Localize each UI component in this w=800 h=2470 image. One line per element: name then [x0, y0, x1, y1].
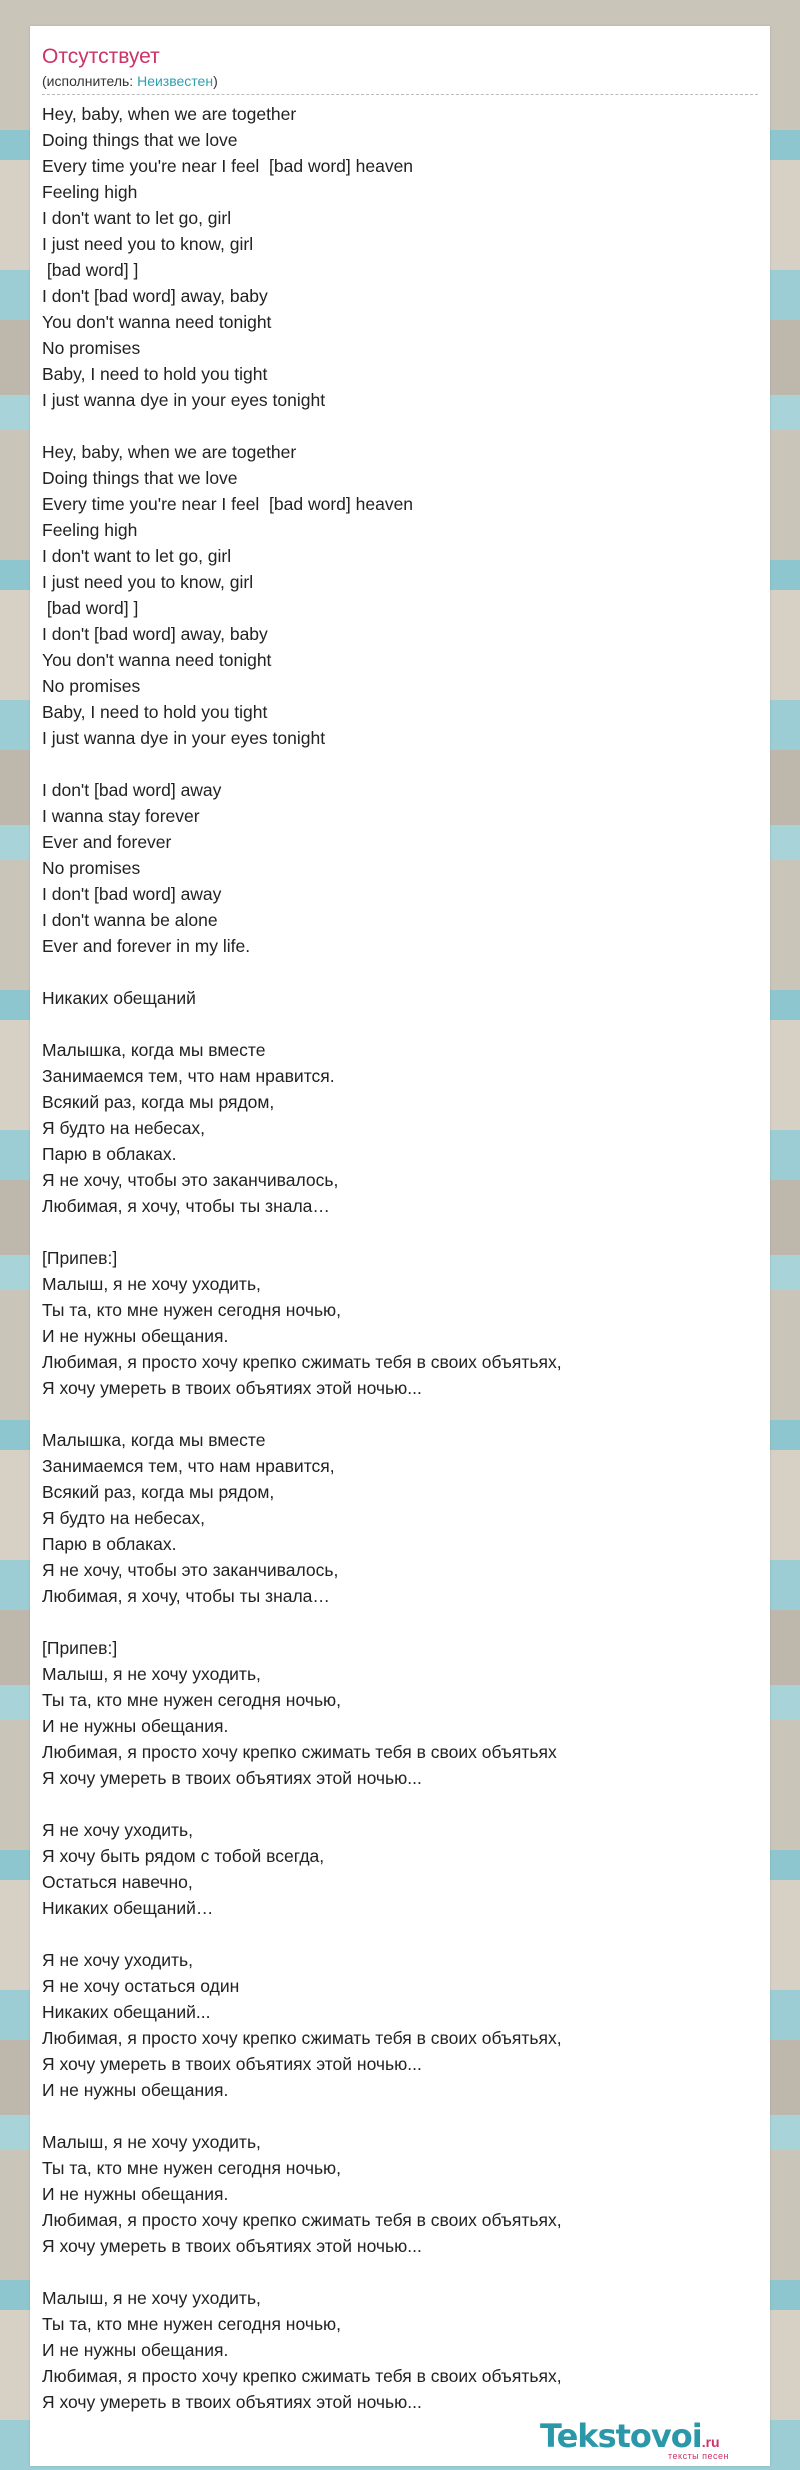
artist-line: [42, 72, 758, 90]
lyric-line: Я не хочу остаться один: [42, 1976, 240, 1996]
lyric-line: Я хочу умереть в твоих объятиях этой ночью...: [42, 2236, 422, 2256]
lyric-line: Я хочу умереть в твоих объятиях этой ночью...: [42, 2054, 422, 2074]
lyric-line: I don't want to let go, girl: [42, 208, 232, 228]
lyric-line: Я будто на небесах,: [42, 1118, 206, 1138]
artist-prefix: (исполнитель:: [42, 73, 138, 89]
lyric-line: I don't want to let go, girl: [42, 546, 232, 566]
lyric-line: Every time you're near I feel [bad word] heaven: [42, 156, 414, 176]
lyric-line: [bad word] ]: [42, 598, 139, 618]
lyric-line: И не нужны обещания.: [42, 1326, 229, 1346]
lyric-line: Всякий раз, когда мы рядом,: [42, 1482, 275, 1502]
lyric-line: Занимаемся тем, что нам нравится,: [42, 1456, 335, 1476]
lyric-line: I don't [bad word] away: [42, 884, 222, 904]
lyric-line: Я не хочу уходить,: [42, 1950, 194, 1970]
lyric-line: И не нужны обещания.: [42, 2080, 229, 2100]
lyric-line: [Припев:]: [42, 1248, 118, 1268]
lyric-line: Baby, I need to hold you tight: [42, 364, 268, 384]
lyrics-text: [30, 95, 770, 2415]
lyric-line: Hey, baby, when we are together: [42, 104, 297, 124]
lyric-line: Парю в облаках.: [42, 1534, 177, 1554]
lyric-line: Я хочу умереть в твоих объятиях этой ночью...: [42, 1378, 422, 1398]
lyric-line: I just need you to know, girl: [42, 572, 254, 592]
lyric-blank-line: [42, 1011, 758, 1037]
lyric-blank-line: [42, 1791, 758, 1817]
lyric-line: Занимаемся тем, что нам нравится.: [42, 1066, 335, 1086]
lyric-line: И не нужны обещания.: [42, 1716, 229, 1736]
song-header: [30, 26, 770, 90]
lyric-line: No promises: [42, 676, 141, 696]
lyric-line: I don't [bad word] away, baby: [42, 286, 268, 306]
lyric-line: И не нужны обещания.: [42, 2340, 229, 2360]
lyric-line: Feeling high: [42, 182, 138, 202]
lyric-line: No promises: [42, 858, 141, 878]
lyric-blank-line: [42, 2103, 758, 2129]
lyric-line: [Припев:]: [42, 1638, 118, 1658]
logo-tagline: тексты песен: [668, 2451, 730, 2461]
lyric-line: Малышка, когда мы вместе: [42, 1040, 266, 1060]
lyric-blank-line: [42, 413, 758, 439]
lyric-line: Парю в облаках.: [42, 1144, 177, 1164]
logo-tld: .ru: [701, 2434, 720, 2450]
lyric-line: Всякий раз, когда мы рядом,: [42, 1092, 275, 1112]
lyric-line: Малыш, я не хочу уходить,: [42, 1664, 261, 1684]
lyric-line: Остаться навечно,: [42, 1872, 193, 1892]
lyric-line: You don't wanna need tonight: [42, 312, 272, 332]
lyric-line: I don't [bad word] away, baby: [42, 624, 268, 644]
song-title: Отсутствует: [42, 45, 160, 68]
lyric-line: I just wanna dye in your eyes tonight: [42, 728, 326, 748]
lyric-blank-line: [42, 2259, 758, 2285]
lyric-blank-line: [42, 1609, 758, 1635]
lyric-line: Doing things that we love: [42, 468, 238, 488]
lyric-line: Любимая, я хочу, чтобы ты знала…: [42, 1586, 330, 1606]
lyric-line: Ты та, кто мне нужен сегодня ночью,: [42, 1300, 342, 1320]
lyric-line: Hey, baby, when we are together: [42, 442, 297, 462]
lyric-line: Никаких обещаний…: [42, 1898, 214, 1918]
lyrics-page: [30, 26, 770, 2466]
lyric-line: Любимая, я просто хочу крепко сжимать тебя в своих объятьях,: [42, 2028, 562, 2048]
artist-link[interactable]: Неизвестен: [137, 73, 214, 89]
lyric-blank-line: [42, 1401, 758, 1427]
lyric-line: You don't wanna need tonight: [42, 650, 272, 670]
lyric-line: Ever and forever in my life.: [42, 936, 251, 956]
lyric-line: Feeling high: [42, 520, 138, 540]
lyric-line: Любимая, я просто хочу крепко сжимать тебя в своих объятьях,: [42, 2210, 562, 2230]
lyric-line: I don't wanna be alone: [42, 910, 218, 930]
site-logo[interactable]: [540, 2417, 740, 2461]
lyric-blank-line: [42, 959, 758, 985]
artist-suffix: ): [213, 73, 218, 89]
lyric-blank-line: [42, 751, 758, 777]
lyric-line: Ты та, кто мне нужен сегодня ночью,: [42, 2314, 342, 2334]
lyric-line: I just wanna dye in your eyes tonight: [42, 390, 326, 410]
lyric-line: Малыш, я не хочу уходить,: [42, 1274, 261, 1294]
lyric-line: Я не хочу, чтобы это заканчивалось,: [42, 1560, 339, 1580]
lyric-line: Любимая, я просто хочу крепко сжимать тебя в своих объятьях,: [42, 1352, 562, 1372]
lyric-line: Малыш, я не хочу уходить,: [42, 2132, 261, 2152]
lyric-line: Любимая, я просто хочу крепко сжимать тебя в своих объятьях,: [42, 2366, 562, 2386]
lyric-line: Малышка, когда мы вместе: [42, 1430, 266, 1450]
lyric-line: Я будто на небесах,: [42, 1508, 206, 1528]
lyric-line: Никаких обещаний...: [42, 2002, 211, 2022]
lyric-blank-line: [42, 1921, 758, 1947]
lyric-line: I wanna stay forever: [42, 806, 200, 826]
lyric-line: Я не хочу, чтобы это заканчивалось,: [42, 1170, 339, 1190]
lyric-line: I just need you to know, girl: [42, 234, 254, 254]
lyric-line: Ты та, кто мне нужен сегодня ночью,: [42, 2158, 342, 2178]
lyric-line: Никаких обещаний: [42, 988, 196, 1008]
lyric-line: Baby, I need to hold you tight: [42, 702, 268, 722]
lyric-line: [bad word] ]: [42, 260, 139, 280]
lyric-line: Я не хочу уходить,: [42, 1820, 194, 1840]
lyric-line: И не нужны обещания.: [42, 2184, 229, 2204]
logo-wordmark: Tekstovoi: [540, 2417, 702, 2455]
lyric-line: Ты та, кто мне нужен сегодня ночью,: [42, 1690, 342, 1710]
lyric-line: Я хочу умереть в твоих объятиях этой ночью...: [42, 2392, 422, 2412]
lyric-line: Ever and forever: [42, 832, 172, 852]
lyric-line: Любимая, я просто хочу крепко сжимать тебя в своих объятьях: [42, 1742, 557, 1762]
lyric-line: Любимая, я хочу, чтобы ты знала…: [42, 1196, 330, 1216]
lyric-blank-line: [42, 1219, 758, 1245]
lyric-line: I don't [bad word] away: [42, 780, 222, 800]
lyric-line: Every time you're near I feel [bad word] heaven: [42, 494, 414, 514]
lyric-line: Я хочу быть рядом с тобой всегда,: [42, 1846, 325, 1866]
lyric-line: Я хочу умереть в твоих объятиях этой ночью...: [42, 1768, 422, 1788]
lyric-line: No promises: [42, 338, 141, 358]
lyric-line: Малыш, я не хочу уходить,: [42, 2288, 261, 2308]
lyric-line: Doing things that we love: [42, 130, 238, 150]
